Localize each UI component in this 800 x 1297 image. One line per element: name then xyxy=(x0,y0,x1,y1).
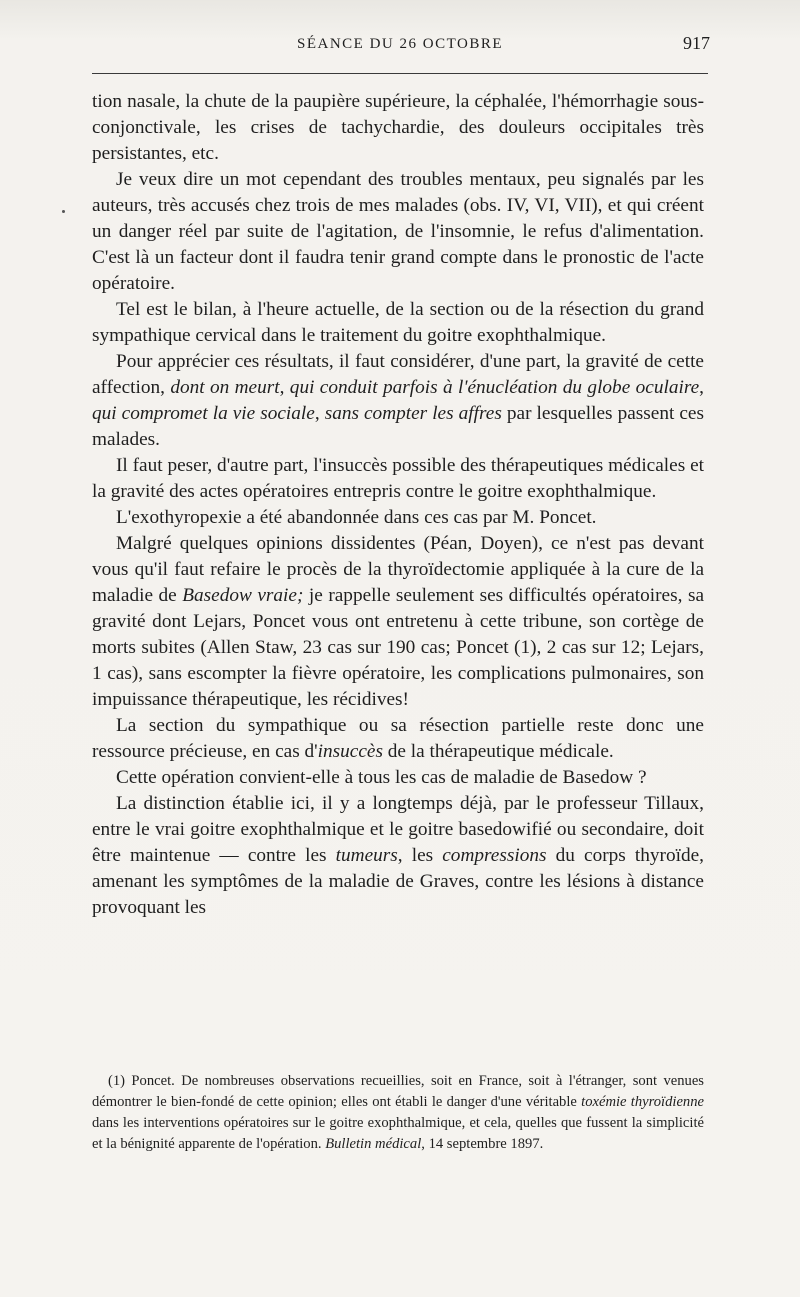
body-text xyxy=(92,89,704,921)
paragraph-7: Malgré quelques opinions dissidentes (Péan, Doyen), ce n'est pas devant vous qu'il faut refaire le procès de la thyroïdectomie appliquée à la cure de la maladie de Basedow vraie; je rappelle seulement ses difficultés opératoires, sa gravité dont Lejars, Poncet vous ont entretenu à cette tribune, son cortège de morts subites (Allen Staw, 23 cas sur 190 cas; Poncet (1), 2 cas sur 12; Lejars, 1 cas), sans escompter la fièvre opératoire, les complications pulmonaires, son impuissance thérapeutique, les récidives! xyxy=(92,533,705,710)
paragraph-10: La distinction établie ici, il y a longtemps déjà, par le professeur Tillaux, entre le vrai goitre exophthalmique et le goitre basedowifié ou secondaire, doit être maintenue — contre les tumeurs, les compressions du corps thyroïde, amenant les symptômes de la maladie de Graves, contre les lésions à distance provoquant les xyxy=(92,793,704,918)
footnote-1: (1) Poncet. De nombreuses observations recueillies, soit en France, soit à l'étranger, sont venues démontrer le bien-fondé de cette opinion; elles ont établi le danger d'une véritable toxémie thyroïdienne dans les interventions opératoires sur le goitre exophthalmique, et cela, quelles que fussent la simplicité et la bénignité apparente de l'opération. Bulletin médical, 14 septembre 1897. xyxy=(92,1073,704,1152)
page-number: 917 xyxy=(683,33,710,53)
paragraph-9: Cette opération convient-elle à tous les cas de maladie de Basedow ? xyxy=(116,767,647,788)
footnotes xyxy=(92,1071,704,1155)
paragraph-1: tion nasale, la chute de la paupière supérieure, la céphalée, l'hémorrhagie sous-conjonctivale, les crises de tachychardie, des douleurs occipitales très persistantes, etc. xyxy=(92,91,704,164)
header-title: SÉANCE DU 26 OCTOBRE xyxy=(297,36,503,52)
paragraph-8: La section du sympathique ou sa résection partielle reste donc une ressource précieuse, en cas d'insuccès de la thérapeutique médicale. xyxy=(92,715,704,762)
paragraph-5: Il faut peser, d'autre part, l'insuccès possible des thérapeutiques médicales et la gravité des actes opératoires entrepris contre le goitre exophthalmique. xyxy=(92,455,704,502)
paragraph-6: L'exothyropexie a été abandonnée dans ces cas par M. Poncet. xyxy=(116,507,597,528)
margin-mark xyxy=(62,210,65,213)
running-header xyxy=(92,30,708,64)
paragraph-4: Pour apprécier ces résultats, il faut considérer, d'une part, la gravité de cette affection, dont on meurt, qui conduit parfois à l'énucléation du globe oculaire, qui compromet la vie sociale, sans compter les affres par lesquelles passent ces malades. xyxy=(92,351,704,450)
header-rule xyxy=(92,73,708,74)
paragraph-2: Je veux dire un mot cependant des troubles mentaux, peu signalés par les auteurs, très accusés chez trois de mes malades (obs. IV, VI, VII), et qui créent un danger réel par suite de l'agitation, de l'insomnie, le refus d'alimentation. C'est là un facteur dont il faudra tenir grand compte dans le pronostic de l'acte opératoire. xyxy=(92,169,704,294)
paragraph-3: Tel est le bilan, à l'heure actuelle, de la section ou de la résection du grand sympathique cervical dans le traitement du goitre exophthalmique. xyxy=(92,299,704,346)
